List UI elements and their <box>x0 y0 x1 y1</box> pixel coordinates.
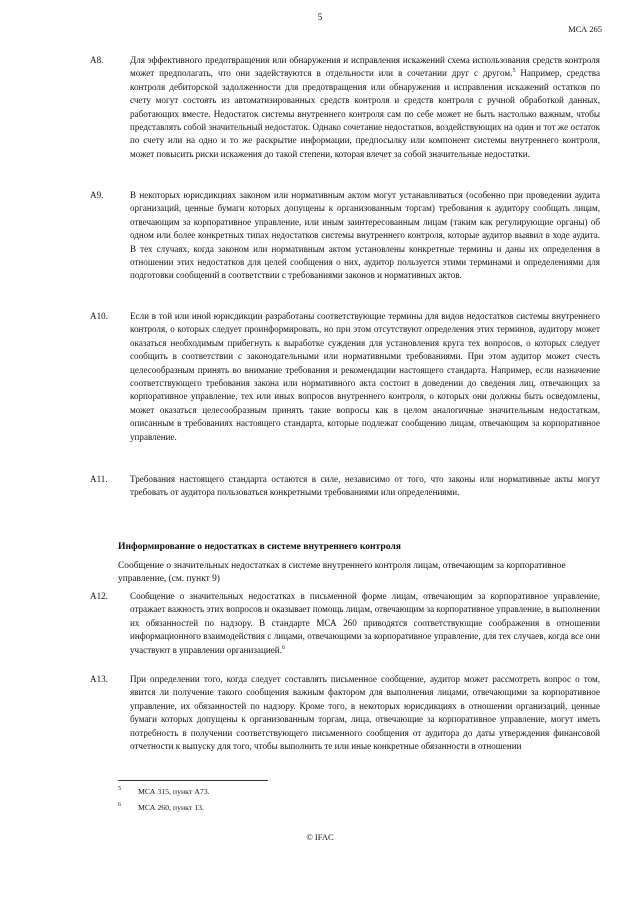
paragraph-number: A12. <box>90 591 108 601</box>
paragraph-a10 <box>90 310 600 444</box>
paragraph-text: Требования настоящего стандарта остаются в силе, независимо от того, что законы или нормативные акты могут требовать от аудитора пользоваться конкретными требованиями или определениями. <box>130 474 600 498</box>
paragraph-text: Сообщение о значительных недостатках в письменной форме лицам, отвечающим за корпоративное управление, отражает важность этих вопросов и оказывает помощь лицам, отвечающим за корпоративное управление, в выполнении их обязанностей по надзору. В стандарте МСА 260 приводятся соответствующие соображения в отношении информационного взаимодействия с лицами, отвечающими за корпоративное управление, для тех случаев, когда все они участвуют в управлении организацией. <box>130 591 600 655</box>
paragraph-a13 <box>90 673 600 753</box>
paragraph-number: A13. <box>90 674 108 684</box>
paragraph-a9 <box>90 189 600 283</box>
footnote: $^5$ МСА 315, пункт А73. <box>118 786 210 796</box>
paragraph-a8 <box>90 54 601 161</box>
footnote-text: МСА 260, пункт 13. <box>138 803 204 812</box>
footnote-divider <box>118 780 268 781</box>
standard-code: МСА 265 <box>568 24 602 34</box>
paragraph-text: Для эффективного предотвращения или обнаружения и исправления искажений схема использования средств контроля может предполагать, что они задействуются в отдельности или в сочетании друг с другом. <box>130 55 600 79</box>
paragraph-text-continued: Например, средства контроля дебиторской задолженности для предотвращения или обнаружения и исправления искажений остатков по счету могут состоять из автоматизированных средств контроля и средств контроля с ручной обработкой данных, работающих вместе. Недостаток системы внутреннего контроля сам по себе может не быть настолько важным, чтобы представлять собой значительный недостаток. Однако сочетание недостатков, воздействующих на один и тот же остаток по счету или на одно и то же раскрытие информации, предпосылку или компонент системы внутреннего контроля, может повысить риски искажения до такой степени, которая влечет за собой значительные недостатки. <box>130 68 601 159</box>
paragraph-text: В некоторых юрисдикциях законом или нормативным актом могут устанавливаться (особенно при проведении аудита организаций, ценные бумаги которых допущены к организованным торгам) требования к аудитору сообщать лицам, отвечающим за корпоративное управление, или иным заинтересованным лицам (таким как регулирующие органы) об одном или более конкретных типах недостатков системы внутреннего контроля, которые аудитор выявил в ходе аудита. В тех случаях, когда законом или нормативным актом установлены конкретные термины и даны их определения в отношении этих недостатков для целей сообщения о них, аудитор пользуется этими терминами и определениями для подготовки сообщений в соответствии с требованиями законов и нормативных актов. <box>130 190 600 281</box>
paragraph-a11 <box>90 473 600 500</box>
paragraph-number: A8. <box>90 55 104 65</box>
section-heading: Информирование о недостатках в системе внутреннего контроля <box>118 541 401 552</box>
footnote-ref: 6 <box>281 644 285 651</box>
page-number: 5 <box>317 12 323 22</box>
copyright-footer: © IFAC <box>306 832 334 842</box>
footnote: $^6$ МСА 260, пункт 13. <box>118 802 204 812</box>
paragraph-number: A11. <box>90 474 108 484</box>
paragraph-text: При определении того, когда следует составлять письменное сообщение, аудитор может рассмотреть вопрос о том, явится ли получение такого сообщения важным фактором для выполнения лицами, отвечающими за корпоративное управление, их обязанностей по надзору. Кроме того, в некоторых юрисдикциях в отношении организаций, ценные бумаги которых допущены к организованным торгам, лица, отвечающие за корпоративное управление, могут иметь потребность в получении соответствующего письменного сообщения от аудитора до даты утверждения финансовой отчетности к выпуску для того, чтобы выполнить те или иные конкретные обязанности в отношении <box>130 674 600 752</box>
paragraph-number: A9. <box>90 190 104 200</box>
paragraph-text: Если в той или иной юрисдикции разработаны соответствующие термины для видов недостатков системы внутреннего контроля, о которых следует проинформировать, но при этом отсутствуют определения этих терминов, аудитору может оказаться необходимым прибегнуть к выработке суждения для установления круга тех вопросов, о которых следует сообщить в соответствии с законодательными или нормативными требованиями. При этом аудитор может счесть целесообразным принять во внимание требования и рекомендации настоящего стандарта. Например, если назначение соответствующего требования закона или нормативного акта состоит в доведении до сведения лиц, отвечающих за корпоративное управление, тех или иных вопросов внутреннего контроля, о которых они должны быть осведомлены, может оказаться целесообразным принять такие вопросы как в целом аналогичные значительным недостаткам, описанным в требованиях настоящего стандарта, которые подлежат сообщению лицам, отвечающим за корпоративное управление. <box>130 311 600 442</box>
paragraph-a12 <box>90 590 600 657</box>
section-intro: Сообщение о значительных недостатках в системе внутреннего контроля лицам, отвечающим за корпоративное управление, (см. пункт 9) <box>118 561 566 585</box>
footnote-text: МСА 315, пункт А73. <box>138 787 210 796</box>
paragraph-number: A10. <box>90 311 108 321</box>
footnote-ref: 5 <box>512 68 516 75</box>
